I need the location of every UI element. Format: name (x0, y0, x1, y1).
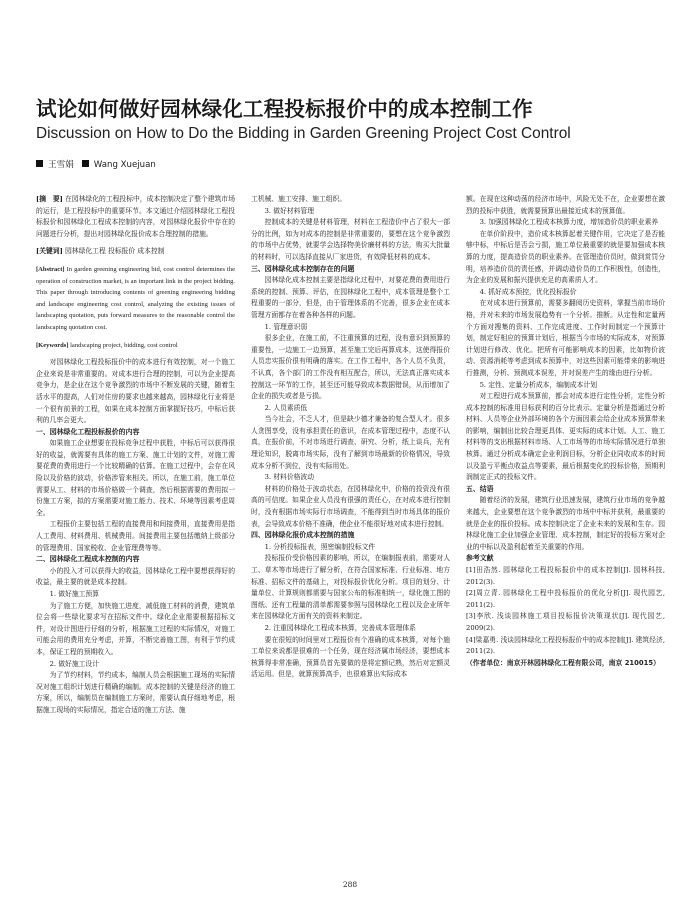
abstract-text: 在园林绿化的工程投标中，成本控制决定了整个建筑市场的运行，是工程投标中的重要环节。本文通过介绍园林绿化工程投标报价和园林绿化工程成本控制的内容，对园林绿化报价中存在的问题进行分析，提出对园林绿化报价成本合理控制的措施。 (36, 195, 236, 238)
author-marker-icon (82, 160, 89, 167)
paragraph: 对园林绿化工程投标报价中的成本进行有效控制，对一个施工企业来说是非常重要的。对成本进行合理的控制，可以为企业提高竞争力，是企业在这个竞争激烈的市场中不断发展的关键，随着生活水平的提高，人们对住房的要求也越来越高，园林绿化行业将是一个很有前景的工程，如果在成本控制方面掌握好技巧，中标后获利的几率会更大。 (36, 358, 235, 425)
subsection-heading: 2. 做好施工设计 (49, 659, 100, 668)
section-heading: 四、园林绿化报价成本控制的措施 (251, 531, 355, 540)
text-column-right (466, 194, 665, 669)
subsection-heading: 3. 加强园林绿化工程成本核算力度，增加造价员的职业素养 (479, 218, 659, 227)
abstract-en-text: In garden greening engineering bid, cost control determines the operation of construction market, is an important link in the project bidding. This paper through introducing contents of greening engineering bidding and landscape engineering cost control, analyzing the existing issues of landscaping quotation, puts forward measures to the reasonable control the landscaping quotation cost. (36, 265, 235, 331)
paragraph: 当今社会，不乏人才，但是缺少德才兼备的复合型人才。很多人贪图享受，没有承担责任的意识，在成本管理过程中，态度不认真，在报价前，不对市场进行调查、研究、分析，纸上谈兵，光有理论知识，脱离市场实际，没有了解到市场最新的价格情况，导致成本分析不到位，没有实际用处。 (251, 415, 450, 470)
author-name-chinese: 王雪娟 (48, 160, 74, 170)
keywords-text: 园林绿化工程 投标报价 成本控制 (65, 247, 165, 256)
article-title-chinese: 试论如何做好园林绿化工程投标报价中的成本控制工作 (36, 97, 533, 121)
subsection-heading: 3. 材料价格波动 (264, 473, 315, 482)
paragraph: 随着经济的发展，建筑行业迅速发展，建筑行业市场的竞争越来越大，企业要想在这个竞争激烈的市场中中标并获利，最重要的就是企业的报价投标。成本控制决定了企业未来的发展和生存。园林绿化施工企业加强企业管理、成本控制，制定好的投标方案对企业的中标以及盈利起着至关重要的作用。 (466, 496, 665, 551)
paragraph: 为了施工方便，加快施工进度，减低施工材料的消费，建筑单位会将一些绿化要求写在招标文件中。绿化企业需要根据招标文件，对设计图进行仔细的分析，根据施工过程的实际情况，对施工可能会用的费用充分考虑，并算，不断完善施工图，有利于节约成本，保证工程的预期收入。 (36, 601, 235, 656)
subsection-heading: 1. 分析投标报表，照密编制投标文件 (264, 542, 376, 551)
abstract-en-label: [Abstract] (36, 265, 65, 273)
reference-item: [4]梁嘉勇. 浅谈园林绿化工程投标报价中的成本控制[J]. 建筑经济, 2011(2). (466, 635, 665, 656)
keywords-english (36, 340, 235, 352)
text-column-middle (251, 194, 450, 681)
paragraph: 投标报价受价格因素的影响，所以，在编制报表前，需要对人工、草木等市场进行了解分析，在符合国家标准、行业标准、地方标准、招标文件的基础上，对投标报价优化分析。项目的划分、计量单位、计算规则都需要与国家公布的标准相统一，绿化施工图的图纸、还有工程量的清单都需要参照与园林绿化工程以及企业所年来在园林绿化方面有关的资料来制定。 (251, 554, 450, 621)
subsection-heading: 2. 人员素质低 (264, 403, 308, 412)
reference-item: [2]周立青. 园林绿化工程中投标报价的优化分析[J]. 现代园艺, 2011(2). (466, 589, 665, 609)
article-title-english: Discussion on How to Do the Bidding in Garden Greening Project Cost Control (36, 125, 571, 142)
references-heading: 参考文献 (466, 554, 494, 563)
paragraph: 为了节约材料，节约成本，编制人员会根据施工现场的实际情况对施工组织计划进行精确的编制。成本控制的关键是经济的施工方案，所以，编制员在编制施工方案时，需要认真仔细地考虑，根据施工现场的实际情况，指定合适的施工方法、施 (36, 671, 235, 714)
paragraph: 小的投入才可以获得大的收益，园林绿化工程中要想获得好的收益，最主要的就是成本控制。 (36, 566, 235, 587)
paragraph: 要在很短的时间里对工程报价有个准确的成本核算，对每个施工单位来说都是很难的一个任务，现在经济属市场经济，要想成本核算得非常准确，预算员首先要做的是将定额记熟，然后对定额灵活运用。但是，就算预算高手，也很难算出实际成本 (251, 635, 450, 679)
author-marker-icon (36, 160, 43, 167)
paragraph: 材料的价格处于波动状态，在园林绿化中，价格的投资没有很高的可信度。如果企业人员没有很强的责任心，在对成本进行控制时，没有根据市场实际行市场调查，不能得到当时市场具体的报价表，会导致成本价格不准确，使企业不能很好地对成本进行控制。 (251, 484, 450, 528)
section-heading: 一、园林绿化工程投标报价的内容 (36, 427, 140, 436)
paragraph: 控制成本的关键是材料管理，材料在工程造价中占了很大一部分的比例，如为对成本的控制是非常重要的，要想在这个竞争激烈的市场中占优势，就要学会选择物美价廉材料的方法，购买大批量的材料时，可以选择直接从厂家进货，有效降低材料的成本。 (251, 218, 450, 261)
author-affiliation: （作者单位：南京开林园林绿化工程有限公司，南京 210015） (466, 658, 660, 667)
subsection-heading: 5. 定性、定量分析成本，编制成本计划 (479, 380, 597, 389)
author-name-pinyin: Wang Xuejuan (93, 160, 156, 170)
paragraph: 在对成本进行预算前，需要多翻阅历史资料，掌握当前市场价格，并对未来的市场发展趋势有一个分析。推断。从定性和定量两个方面对搜集的资料、工作完成进度、工作时间制定一个预算计划，制定好相应的预算计划后，根据当今市场的实际成本，对预算计划进行修改、优化。把所有可能影响成本的因素，比如物价波动、资源消耗等考虑到成本预算中，对这些因素可能带来的影响进行推测，分析、预测成本误差，并对误差产生的缘由进行分析。 (466, 299, 665, 377)
author-line (36, 158, 156, 170)
subsection-heading: 2. 注重园林绿化工程成本核算，完善成本管理体系 (264, 623, 416, 632)
subsection-heading: 1. 管理意识弱 (264, 322, 308, 331)
keywords-chinese (36, 246, 235, 258)
keywords-en-text: landscaping project, bidding, cost control (70, 341, 178, 349)
paragraph: 对工程进行成本预算前，都会对成本进行定性分析，定性分析成本控制的标准用目标获利的百分比表示。定量分析是指通过分析材料、人员等企业外部环境的各个方面因素会给企业成本预算带来的影响，编制出比较合理更具体、更实际的成本计划。人工、施工材料等的支出根据材料市场、人工市场等的市场实际情况进行单独核算。通过分析成本确定企业利润目标，分析企业同收成本的时间以及盈亏平衡点收益点等要素，最后根据变化的投标价格，预期利润制定正式的投标文件。 (466, 392, 665, 482)
reference-item: [1]田浩然. 园林绿化工程投标报价中的成本控制[J]. 园林科技, 2012(3). (466, 566, 665, 586)
subsection-heading: 1. 做好施工预算 (49, 590, 100, 598)
paragraph: 如果施工企业想要在投标竞争过程中获胜，中标后可以获得很好的收益，就需要有具体的施工方案、施工计划的文件，对施工需要花费的费用进行一个比较精确的估算。在施工过程中，会存在风险以及价格的波动，价格涉管来相关。所以，在施工前，施工单位需要从工、材料的市场价格做一个调查，然后根据需要的费用拟一份施工方案，拟的方案需要对施工能力、技术、环境等因素考虑周全。 (36, 439, 235, 517)
section-heading: 三、园林绿化成本控制存在的问题 (251, 264, 355, 273)
paragraph: 很多企业，在施工前，不注重预算的过程，没有意识到预算的重要性，一边施工一边预算，甚至施工完后再算成本，这使得报价人员忠实报价很有明确的落实。在工作工程中，各个人员不负责，不认真，各个部门的工作没有相互配合，所以，无法真正落实成本控制这一环节的工作，甚至还可能导致成本数据错误，从而增加了企业的损失或者是亏损。 (251, 334, 450, 401)
paragraph: 工机械、施工安排、施工组织。 (251, 195, 347, 203)
subsection-heading: 3. 做好材料管理 (264, 206, 315, 215)
paragraph: 额。在现在这种动荡的经济市场中，风险无处不在，企业要想在激烈的投标中获胜，就需要预算出最接近成本的预算值。 (466, 195, 665, 215)
section-heading: 五、结语 (466, 484, 494, 493)
reference-item: [3]李欣. 浅谈园林施工项目投标报价决策现状[J]. 现代园艺, 2009(2). (466, 612, 665, 632)
page-number: 288 (342, 880, 358, 889)
keywords-label: [关键词] (36, 247, 63, 256)
abstract-label: [摘 要] (36, 195, 63, 203)
keywords-en-label: [Keywords] (36, 341, 69, 349)
abstract-english (36, 264, 235, 334)
subsection-heading: 4. 抓好成本预控，优化投标报价 (479, 287, 577, 296)
text-column-left (36, 194, 235, 717)
paragraph: 园林绿化成本控制主要是指绿化过程中，对要花费的费用进行系统的控制、预算、评估，在园林绿化工程中，成本管理是整个工程重要的一部分，但是，由于管理体系的不完善，很多企业在成本管理方面都存在着各种各样的问题。 (251, 276, 450, 319)
abstract-chinese (36, 194, 235, 240)
section-heading: 二、园林绿化工程成本控制的内容 (36, 555, 140, 564)
paragraph: 工程报价主要包括工程的直接费用和间接费用，直接费用是指人工费用、材料费用、机械费用。间接费用主要包括缴纳上级部分的管理费用、国家税收、企业管理费等等。 (36, 520, 235, 552)
paragraph: 在单价阶段中，造价成本核算起着关键作用，它决定了是否能够中标，中标后是否会亏损，施工单位最重要的就是要加强成本核算的力度，提高造价员的职业素养。在管理造价员时，做到赏罚分明，培养造价员的责任感，并调动造价员的工作积极性，创造性，为企业的发展和振兴提供充足的高素质人才。 (466, 229, 665, 285)
